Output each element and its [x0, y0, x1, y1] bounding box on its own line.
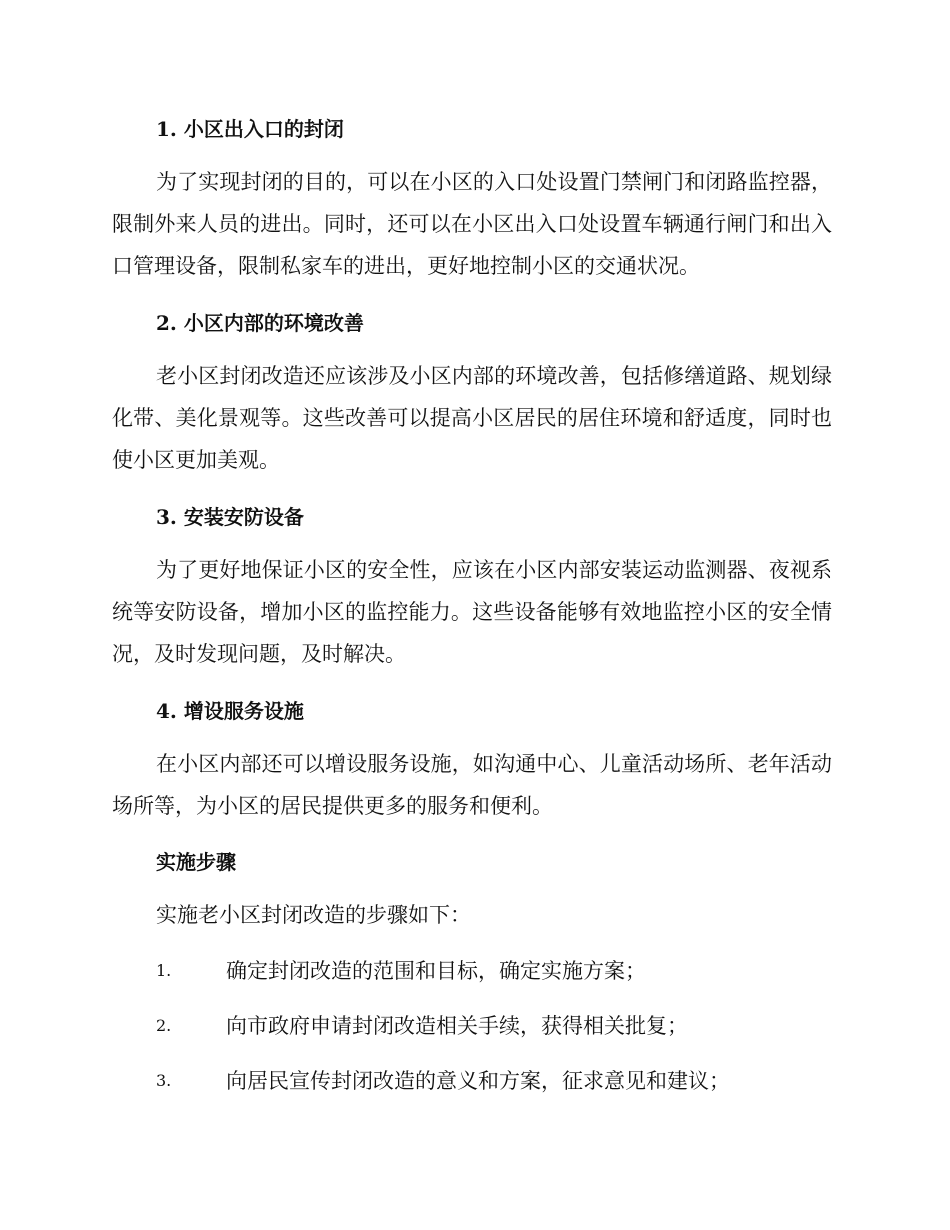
section-3-heading: 3. 安装安防设备 [156, 505, 304, 529]
step-text: 确定封闭改造的范围和目标，确定实施方案； [226, 959, 646, 983]
section-4-paragraph: 在小区内部还可以增设服务设施，如沟通中心、儿童活动场所、老年活动场所等，为小区的居民提供更多的服务和便利。 [112, 752, 832, 818]
steps-heading: 实施步骤 [156, 850, 236, 874]
step-number: 1. [156, 961, 172, 980]
steps-intro: 实施老小区封闭改造的步骤如下： [156, 903, 471, 927]
section-2-heading: 2. 小区内部的环境改善 [156, 311, 364, 335]
section-1-paragraph: 为了实现封闭的目的，可以在小区的入口处设置门禁闸门和闭路监控器，限制外来人员的进出。同时，还可以在小区出入口处设置车辆通行闸门和出入口管理设备，限制私家车的进出，更好地控制小区的交通状况。 [112, 170, 832, 278]
section-4-heading: 4. 增设服务设施 [156, 699, 304, 723]
step-number: 3. [156, 1071, 172, 1090]
step-number: 2. [156, 1016, 172, 1035]
step-text: 向居民宣传封闭改造的意义和方案，征求意见和建议； [226, 1069, 730, 1093]
section-2-paragraph: 老小区封闭改造还应该涉及小区内部的环境改善，包括修缮道路、规划绿化带、美化景观等。这些改善可以提高小区居民的居住环境和舒适度，同时也使小区更加美观。 [112, 364, 832, 472]
section-1-heading: 1. 小区出入口的封闭 [156, 117, 344, 141]
section-3-paragraph: 为了更好地保证小区的安全性，应该在小区内部安装运动监测器、夜视系统等安防设备，增加小区的监控能力。这些设备能够有效地监控小区的安全情况，及时发现问题，及时解决。 [112, 558, 832, 666]
step-text: 向市政府申请封闭改造相关手续，获得相关批复； [226, 1014, 688, 1038]
